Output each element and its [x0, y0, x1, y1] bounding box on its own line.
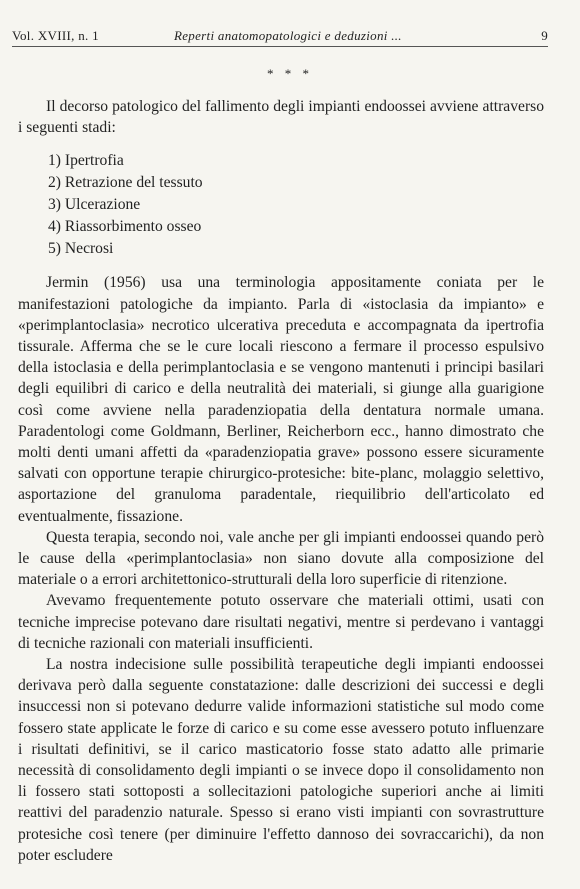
- intro-paragraph: Il decorso patologico del fallimento degli impianti endoossei avviene attraverso i seguenti stadi:: [18, 98, 544, 137]
- running-header: [12, 28, 548, 47]
- stage-list: [18, 150, 544, 260]
- stage-item: 5) Necrosi: [48, 240, 114, 258]
- section-separator: * * *: [267, 66, 313, 81]
- paragraph-indecision: La nostra indecisione sulle possibilità terapeutiche degli impianti endoossei derivava però dalla seguente constatazione: dalle descrizioni dei successi e degli insuccessi non si potevano dedurre valide informazioni statistiche sul modo come fossero state applicate le forze di carico e su come esse avessero potuto influenzare i risultati definitivi, se il carico masticatorio fosse stato adatto alle primarie necessità di consolidamento degli impianti o se invece dopo il consolidamento non li fossero stati sottoposti a sollecitazioni patologiche superiori anche ai limiti reattivi del paradenzio naturale. Spesso si erano visti impianti con sovrastrutture protesiche così tenere (per diminuire l'effetto dannoso dei sovraccarichi), da non poter escludere: [18, 656, 544, 864]
- running-title: Reperti anatomopatologici e deduzioni ...: [174, 28, 402, 43]
- stage-item: 1) Ipertrofia: [48, 152, 124, 170]
- volume-label: Vol. XVIII, n. 1: [12, 28, 99, 43]
- body-text: [18, 96, 544, 866]
- paragraph-jermin: Jermin (1956) usa una terminologia appositamente coniata per le manifestazioni patologiche da impianto. Parla di «istoclasia da impianto» e «perimplantoclasia» necrotico ulcerativa preceduta e accompagnata da ipertrofia tissurale. Afferma che se le cure locali riescono a fermare il processo espulsivo della istoclasia e della perimplantoclasia e se vengono mantenuti i principi basilari degli equilibri di carico e della neutralità dei materiali, si giunge alla guarigione così come avviene nella paradenziopatia della dentatura normale umana. Paradentologi come Goldmann, Berliner, Reicherborn ecc., hanno dimostrato che molti denti umani affetti da «paradenziopatia grave» possono essere sicuramente salvati con opportune terapie chirurgico-protesiche: bite-planc, molaggio selettivo, asportazione del granuloma paradentale, riequilibrio dell'articolato ed eventualmente, fissazione.: [18, 274, 544, 525]
- stage-item: 4) Riassorbimento osseo: [48, 218, 202, 236]
- stage-item: 2) Retrazione del tessuto: [48, 174, 203, 192]
- paragraph-observation: Avevamo frequentemente potuto osservare che materiali ottimi, usati con tecniche imprecise potevano dare risultati negativi, mentre si perdevano i vantaggi di tecniche razionali con materiali insufficienti.: [18, 592, 544, 652]
- stage-item: 3) Ulcerazione: [48, 196, 141, 214]
- paragraph-therapy: Questa terapia, secondo noi, vale anche per gli impianti endoossei quando però le cause della «perimplantoclasia» non siano dovute alla composizione del materiale o a errori architettonico-strutturali della loro superficie di ritenzione.: [18, 528, 544, 589]
- page-number: 9: [541, 28, 548, 43]
